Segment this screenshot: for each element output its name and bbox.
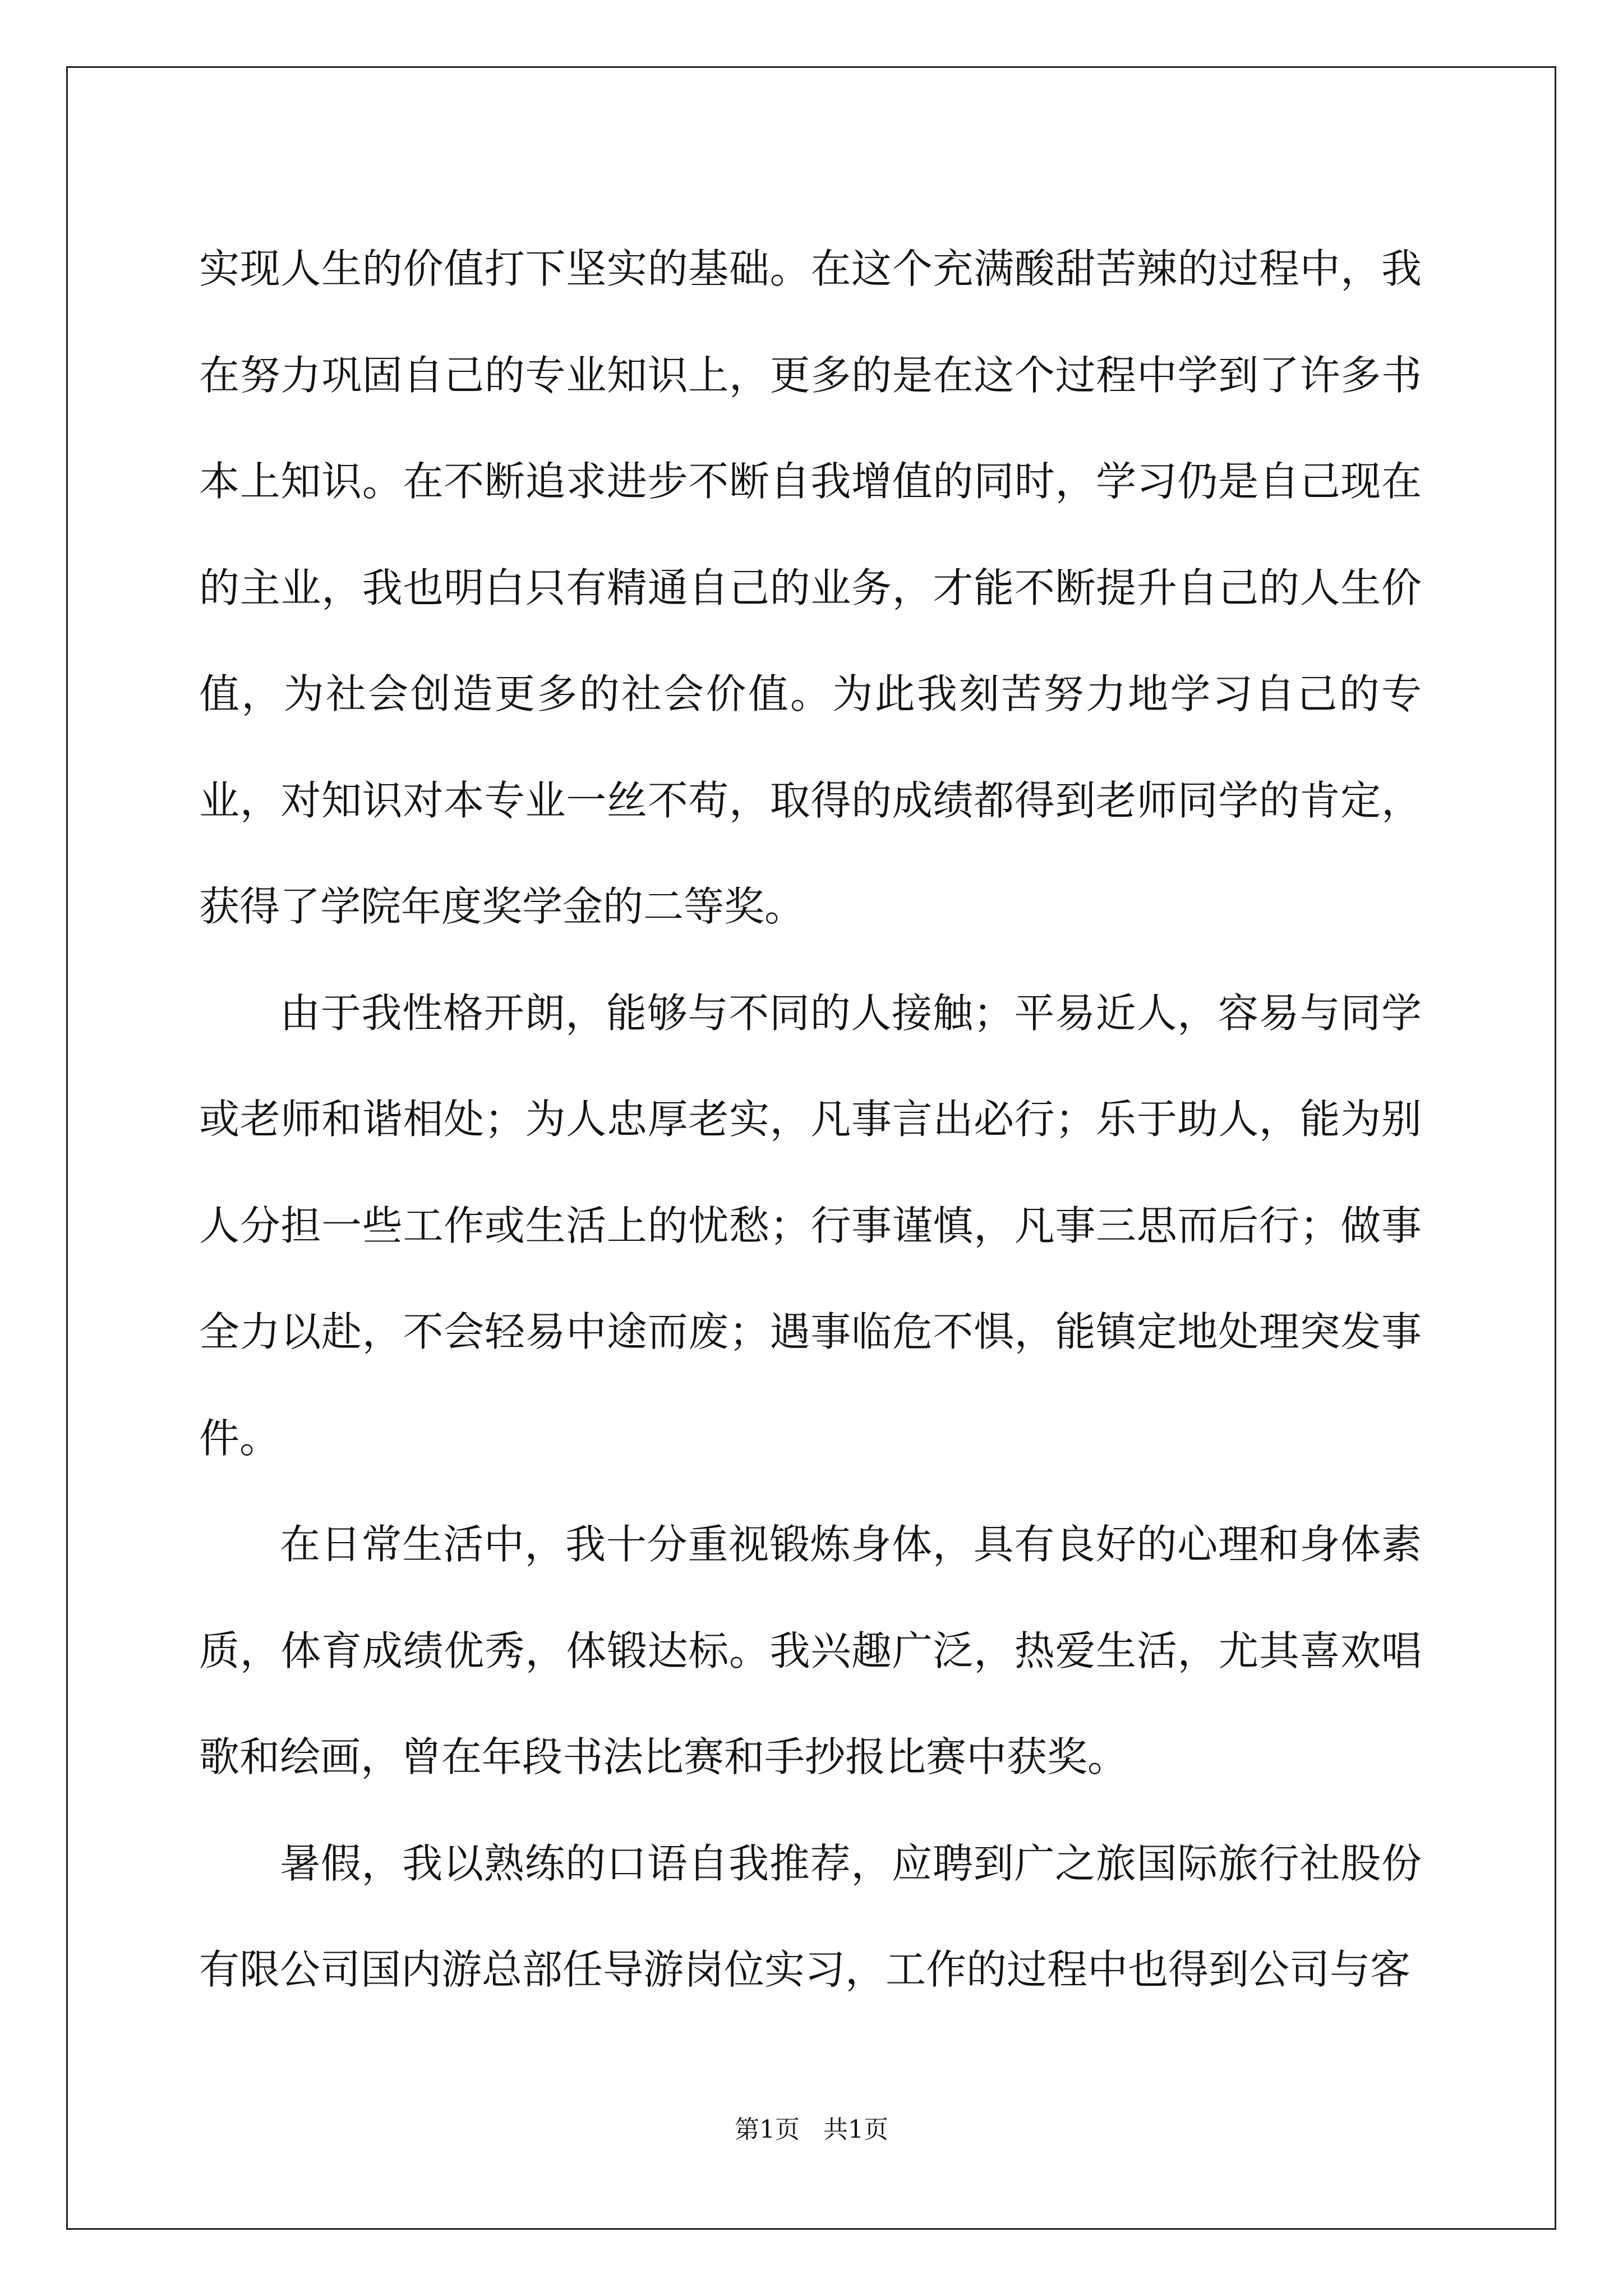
paragraph-2: 由于我性格开朗，能够与不同的人接触；平易近人，容易与同学或老师和谐相处；为人忠厚老实，凡事言出必行；乐于助人，能为别人分担一些工作或生活上的忧愁；行事谨慎，凡事三思而后行；做事全力以赴，不会轻易中途而废；遇事临危不惧，能镇定地处理突发事件。 bbox=[199, 989, 1422, 1462]
paragraph-4: 暑假，我以熟练的口语自我推荐，应聘到广之旅国际旅行社股份有限公司国内游总部任导游岗位实习，工作的过程中也得到公司与客 bbox=[199, 1839, 1422, 1993]
paragraph-3: 在日常生活中，我十分重视锻炼身体，具有良好的心理和身体素质，体育成绩优秀，体锻达标。我兴趣广泛，热爱生活，尤其喜欢唱歌和绘画，曾在年段书法比赛和手抄报比赛中获奖。 bbox=[199, 1521, 1422, 1780]
page-footer: 第1页 共1页 bbox=[735, 2115, 888, 2144]
document-body bbox=[199, 216, 1422, 2023]
paragraph-1: 实现人生的价值打下坚实的基础。在这个充满酸甜苦辣的过程中，我在努力巩固自己的专业知识上，更多的是在这个过程中学到了许多书本上知识。在不断追求进步不断自我增值的同时，学习仍是自己现在的主业，我也明白只有精通自己的业务，才能不断提升自己的人生价值，为社会创造更多的社会价值。为此我刻苦努力地学习自己的专业，对知识对本专业一丝不苟，取得的成绩都得到老师同学的肯定，获得了学院年度奖学金的二等奖。 bbox=[199, 245, 1422, 930]
